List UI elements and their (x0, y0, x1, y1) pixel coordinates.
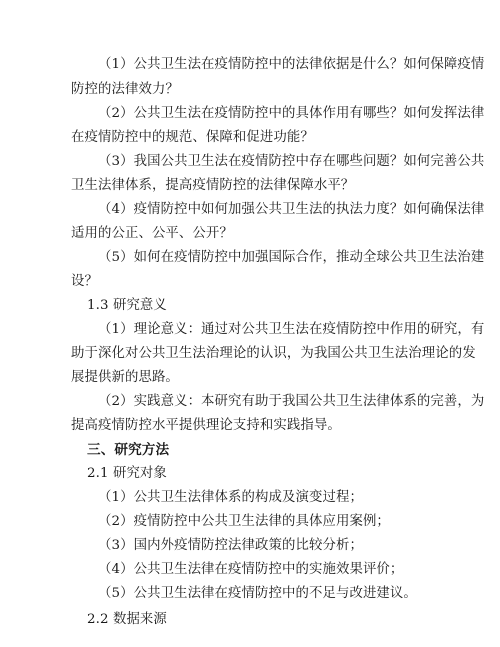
theory-significance-line-3: 展提供新的思路。 (71, 370, 179, 385)
research-object-item-4: （4）公共卫生法律在疫情防控中的实施效果评价； (98, 562, 404, 577)
research-object-item-2: （2）疫情防控中公共卫生法律的具体应用案例； (98, 514, 390, 529)
research-object-item-3: （3）国内外疫情防控法律政策的比较分析； (98, 538, 363, 553)
question-3-line-2: 卫生法律体系，提高疫情防控的法律保障水平？ (71, 178, 355, 193)
question-1-line-2: 防控的法律效力？ (71, 82, 179, 97)
section-2-1-title: 2.1 研究对象 (87, 466, 167, 481)
question-5-line-2: 设？ (71, 274, 98, 289)
question-2-line-2: 在疫情防控中的规范、保障和促进功能？ (71, 130, 314, 145)
research-object-item-5: （5）公共卫生法律在疫情防控中的不足与改进建议。 (98, 586, 417, 601)
theory-significance-line-2: 助于深化对公共卫生法治理论的认识，为我国公共卫生法治理论的发 (71, 346, 476, 361)
practice-significance-line-1: （2）实践意义：本研究有助于我国公共卫生法律体系的完善，为 (98, 394, 485, 409)
question-5-line-1: （5）如何在疫情防控中加强国际合作，推动全球公共卫生法治建 (98, 250, 485, 265)
theory-significance-line-1: （1）理论意义：通过对公共卫生法在疫情防控中作用的研究，有 (98, 322, 485, 337)
question-3-line-1: （3）我国公共卫生法在疫情防控中存在哪些问题？如何完善公共 (98, 154, 485, 169)
question-4-line-1: （4）疫情防控中如何加强公共卫生法的执法力度？如何确保法律 (98, 202, 485, 217)
research-object-item-1: （1）公共卫生法律体系的构成及演变过程； (98, 490, 363, 505)
section-1-3-title: 1.3 研究意义 (87, 298, 167, 313)
question-2-line-1: （2）公共卫生法在疫情防控中的具体作用有哪些？如何发挥法律 (98, 106, 485, 121)
section-2-2-title: 2.2 数据来源 (87, 612, 167, 627)
section-3-heading: 三、研究方法 (87, 442, 170, 458)
question-1-line-1: （1）公共卫生法在疫情防控中的法律依据是什么？如何保障疫情 (98, 57, 485, 72)
question-4-line-2: 适用的公正、公平、公开？ (71, 226, 233, 241)
practice-significance-line-2: 提高疫情防控水平提供理论支持和实践指导。 (71, 418, 341, 433)
